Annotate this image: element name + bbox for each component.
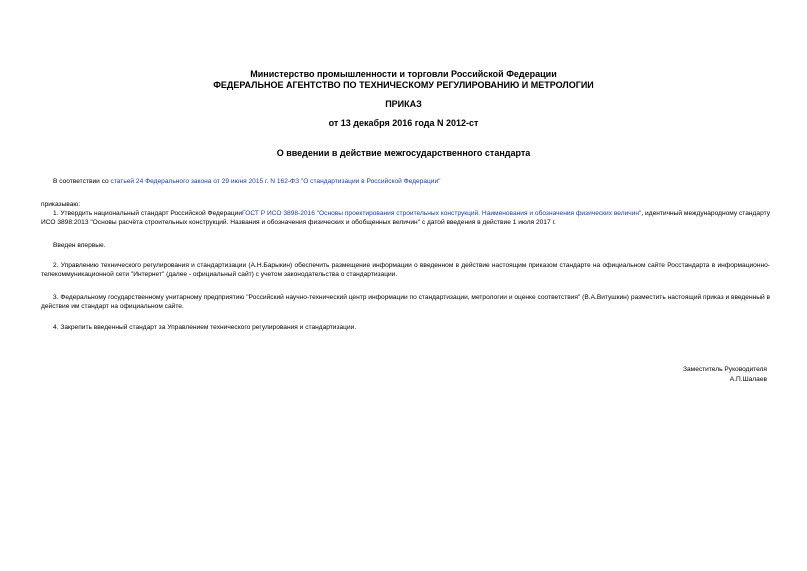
- intro-prefix: В соответствии со: [53, 178, 111, 185]
- document-subject: О введении в действие межгосударственного стандарта: [276, 148, 531, 158]
- agency-title: ФЕДЕРАЛЬНОЕ АГЕНТСТВО ПО ТЕХНИЧЕСКОМУ РЕГУЛИРОВАНИЮ И МЕТРОЛОГИИ: [213, 80, 594, 90]
- item-3-paragraph: 3. Федеральному государственному унитарному предприятию "Российский научно-технический центр информации по стандартизации, метрологии и оценке соответствия" (В.А.Витушкин) разместить настоящий приказ и введенный в действие им стандарт на официальном сайте.: [41, 294, 770, 310]
- signatory-name: А.П.Шалаев: [729, 376, 767, 383]
- standard-link[interactable]: ГОСТ Р ИСО 3898-2016 "Основы проектирования строительных конструкций. Наименования и обозначения физических величин": [242, 210, 642, 217]
- law-link[interactable]: статьей 24 Федерального закона от 29 июня 2015 г. N 162-ФЗ "О стандартизации в Российской Федерации": [110, 178, 441, 185]
- intro-paragraph: [41, 177, 770, 186]
- order-word: приказываю:: [41, 201, 81, 208]
- item-1-prefix: 1. Утвердить национальный стандарт Российской Федерации: [53, 210, 243, 217]
- ministry-title: Министерство промышленности и торговли Российской Федерации: [250, 69, 557, 79]
- document-type: ПРИКАЗ: [385, 99, 422, 109]
- item-2-paragraph: 2. Управлению технического регулирования и стандартизации (А.Н.Барыкин) обеспечить размещение информации о введенном в действие настоящим приказом стандарте на официальном сайте Росстандарта в информационно-телекоммуникационной сети "Интернет" (далее - официальный сайт) с учетом законодательства о стандартизации.: [41, 262, 770, 278]
- signatory-position: Заместитель Руководителя: [683, 366, 767, 373]
- introduced-first-note: Введен впервые.: [53, 242, 106, 249]
- document-date-number: от 13 декабря 2016 года N 2012-ст: [328, 118, 479, 128]
- item-1-suffix: , идентичный международному стандарту ИСО 3898:2013 "Основы расчёта строительных конструкций. Названия и обозначения физических и обобщенных величин" с датой введения в действие 1 июля 2017 г.: [41, 210, 770, 226]
- signature-block: [683, 365, 767, 385]
- item-4-paragraph: 4. Закрепить введенный стандарт за Управлением технического регулирования и стандартизации.: [53, 324, 357, 331]
- item-1-paragraph: [41, 209, 770, 227]
